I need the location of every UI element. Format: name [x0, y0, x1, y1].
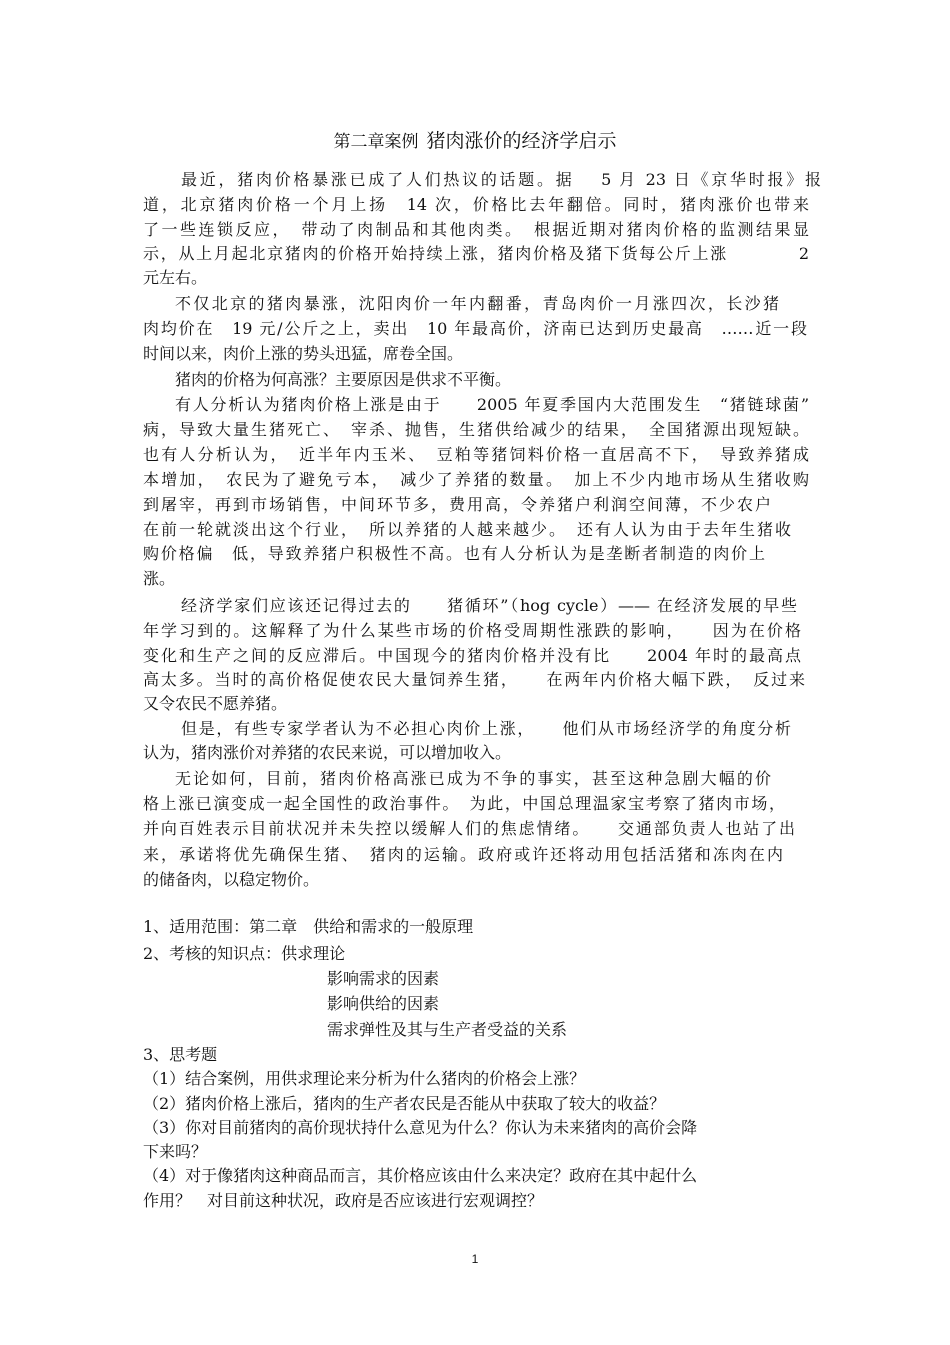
section-1-scope: 1、适用范围：第二章 供给和需求的一般原理 — [143, 917, 474, 936]
question-3-line-2: 下来吗？ — [143, 1142, 208, 1161]
body-line: 购价格偏 低，导致养猪户积极性不高。也有人分析认为是垄断者制造的肉价上 — [143, 544, 765, 563]
body-line: 在前一轮就淡出这个行业， 所以养猪的人越来越少。 还有人认为由于去年生猪收 — [143, 520, 791, 539]
body-line: 年学习到的。这解释了为什么某些市场的价格受周期性涨跌的影响， 因为在价格 — [143, 621, 801, 640]
body-line: 时间以来，肉价上涨的势头迅猛，席卷全国。 — [143, 344, 464, 363]
body-line: 有人分析认为猪肉价格上涨是由于 2005 年夏季国内大范围发生 “猪链球菌” — [175, 395, 809, 414]
question-4-line-1: （4）对于像猪肉这种商品而言，其价格应该由什么来决定？政府在其中起什么 — [143, 1166, 698, 1185]
knowledge-item-elasticity: 需求弹性及其与生产者受益的关系 — [327, 1020, 568, 1039]
body-line: 经济学家们应该还记得过去的 猪循环”（hog cycle）—— 在经济发展的早些 — [181, 596, 797, 615]
title-main: 猪肉涨价的经济学启示 — [426, 130, 617, 152]
body-line: 不仅北京的猪肉暴涨，沈阳肉价一年内翻番，青岛肉价一月涨四次，长沙猪 — [175, 294, 779, 313]
body-line: 认为，猪肉涨价对养猪的农民来说，可以增加收入。 — [143, 743, 512, 762]
body-line: 但是，有些专家学者认为不必担心肉价上涨， 他们从市场经济学的角度分析 — [181, 719, 791, 738]
question-4-line-2: 作用？ 对目前这种状况，政府是否应该进行宏观调控？ — [143, 1191, 544, 1210]
body-line: 最近，猪肉价格暴涨已成了人们热议的话题。据 5 月 23 日《京华时报》报 — [181, 170, 821, 189]
body-line: 元左右。 — [143, 268, 208, 287]
body-line: 肉均价在 19 元/公斤之上，卖出 10 年最高价，济南已达到历史最高 ……近一段 — [143, 319, 807, 338]
title-chapter-label: 第二章案例 — [333, 132, 419, 152]
section-3-questions: 3、思考题 — [143, 1045, 218, 1064]
knowledge-item-demand-factors: 影响需求的因素 — [327, 969, 440, 988]
question-2: （2）猪肉价格上涨后，猪肉的生产者农民是否能从中获取了较大的收益？ — [143, 1094, 666, 1113]
body-line: 并向百姓表示目前状况并未失控以缓解人们的焦虑情绪。 交通部负责人也站了出 — [143, 819, 795, 838]
body-line: 也有人分析认为， 近半年内玉米、 豆粕等猪饲料价格一直居高不下， 导致养猪成 — [143, 445, 809, 464]
body-line: 到屠宰，再到市场销售，中间环节多，费用高，令养猪户利润空间薄，不少农户 — [143, 495, 771, 514]
body-line: 来，承诺将优先确保生猪、 猪肉的运输。政府或许还将动用包括活猪和冻肉在内 — [143, 845, 783, 864]
body-line: 的储备肉，以稳定物价。 — [143, 870, 320, 889]
body-line: 道，北京猪肉价格一个月上扬 14 次，价格比去年翻倍。同时，猪肉涨价也带来 — [143, 195, 809, 214]
question-1: （1）结合案例，用供求理论来分析为什么猪肉的价格会上涨？ — [143, 1069, 586, 1088]
body-line: 了一些连锁反应， 带动了肉制品和其他肉类。 根据近期对猪肉价格的监测结果显 — [143, 220, 809, 239]
page-number: 1 — [471, 1252, 479, 1266]
section-2-knowledge-points: 2、考核的知识点：供求理论 — [143, 944, 346, 963]
page-title — [0, 128, 950, 155]
body-line: 本增加， 农民为了避免亏本， 减少了养猪的数量。 加上不少内地市场从生猪收购 — [143, 470, 809, 489]
knowledge-item-supply-factors: 影响供给的因素 — [327, 994, 440, 1013]
body-line: 高太多。当时的高价格促使农民大量饲养生猪， 在两年内价格大幅下跌， 反过来 — [143, 670, 805, 689]
body-line: 无论如何，目前，猪肉价格高涨已成为不争的事实，甚至这种急剧大幅的价 — [175, 769, 771, 788]
body-line: 变化和生产之间的反应滞后。中国现今的猪肉价格并没有比 2004 年时的最高点 — [143, 646, 801, 665]
body-line: 示，从上月起北京猪肉的价格开始持续上涨，猪肉价格及猪下货每公斤上涨 2 — [143, 244, 809, 263]
body-line: 猪肉的价格为何高涨？主要原因是供求不平衡。 — [175, 370, 512, 389]
question-3-line-1: （3）你对目前猪肉的高价现状持什么意见为什么？你认为未来猪肉的高价会降 — [143, 1118, 698, 1137]
body-line: 又令农民不愿养猪。 — [143, 694, 288, 713]
body-line: 涨。 — [143, 569, 176, 588]
body-line: 病，导致大量生猪死亡、 宰杀、抛售，生猪供给减少的结果， 全国猪源出现短缺。 — [143, 420, 809, 439]
body-line: 格上涨已演变成一起全国性的政治事件。 为此，中国总理温家宝考察了猪肉市场， — [143, 794, 785, 813]
